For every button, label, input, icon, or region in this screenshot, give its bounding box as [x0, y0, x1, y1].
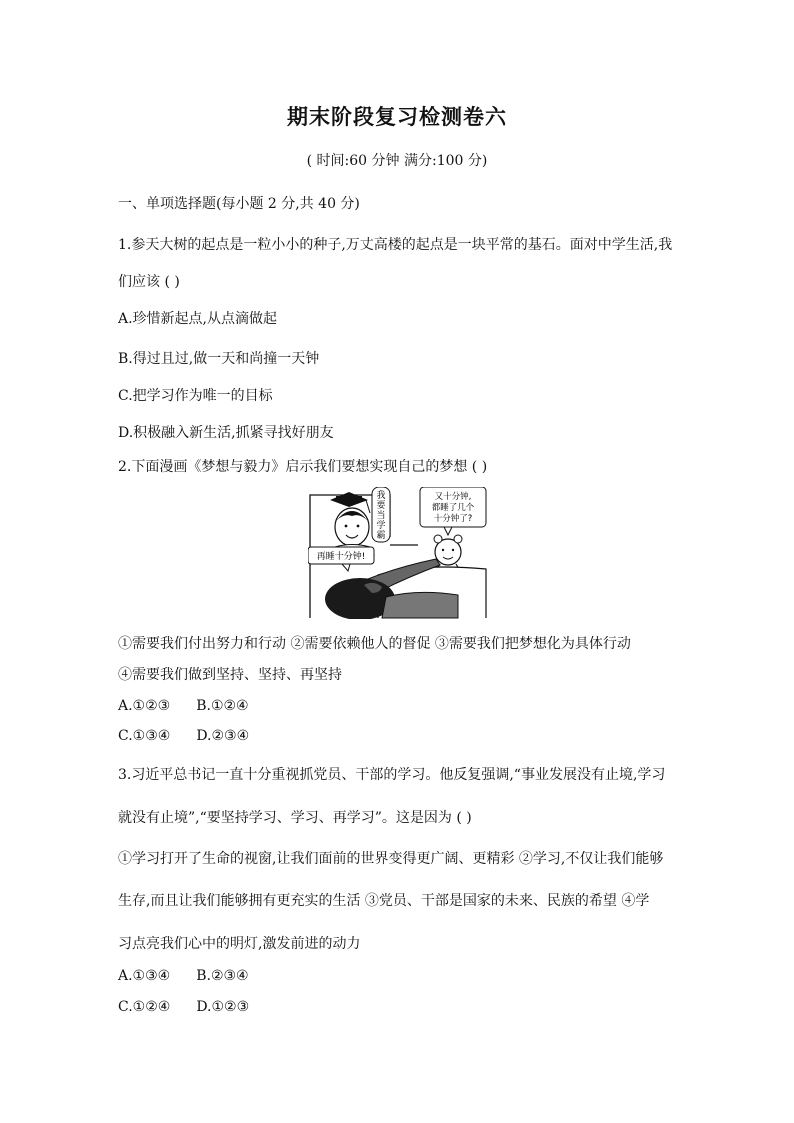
- q3-option-d: D.①②③: [196, 999, 250, 1015]
- q3-statements-line2: 生存,而且让我们能够拥有更充实的生活 ③党员、干部是国家的未来、民族的希望 ④学: [118, 893, 650, 909]
- q3-option-b: B.②③④: [196, 968, 249, 984]
- clock-bubble-line: 又十分钟,: [434, 492, 472, 502]
- q2-statements-line2: ④需要我们做到坚持、坚持、再坚持: [118, 667, 342, 683]
- q2-option-a: A.①②③: [118, 698, 171, 714]
- q1-option-c: C.把学习作为唯一的目标: [118, 388, 273, 404]
- section-heading: 一、单项选择题(每小题 2 分,共 40 分): [118, 196, 360, 212]
- q3-statements-line1: ①学习打开了生命的视窗,让我们面前的世界变得更广阔、更精彩 ②学习,不仅让我们能够: [118, 851, 664, 867]
- dream-speech-bubble: [372, 487, 390, 542]
- q2-options-row2: [118, 728, 249, 744]
- page-subtitle: ( 时间:60 分钟 满分:100 分): [306, 153, 488, 169]
- q1-stem-line2: 们应该 ( ): [118, 274, 180, 290]
- q3-statements-line3: 习点亮我们心中的明灯,激发前进的动力: [118, 936, 361, 952]
- q2-option-c: C.①③④: [118, 728, 171, 744]
- comic-dream-and-perseverance: [308, 487, 488, 619]
- dream-bubble-char: 我: [376, 491, 386, 501]
- sleep-bubble-text: 再睡十分钟!: [316, 552, 366, 562]
- q2-statements-line1: ①需要我们付出努力和行动 ②需要依赖他人的督促 ③需要我们把梦想化为具体行动: [118, 636, 631, 652]
- student-character: [330, 492, 374, 555]
- q2-options-row1: [118, 698, 249, 714]
- dream-bubble-char: 霸: [376, 531, 386, 541]
- q1-stem-line1: 1.参天大树的起点是一粒小小的种子,万丈高楼的起点是一块平常的基石。面对中学生活,我: [118, 237, 673, 253]
- q3-stem-line2: 就没有止境”,“要坚持学习、学习、再学习”。这是因为 ( ): [118, 810, 472, 826]
- sleep-speech-bubble: [308, 547, 374, 571]
- q3-stem-line1: 3.习近平总书记一直十分重视抓党员、干部的学习。他反复强调,“事业发展没有止境,学习: [118, 767, 666, 783]
- q2-stem: 2.下面漫画《梦想与毅力》启示我们要想实现自己的梦想 ( ): [118, 459, 488, 475]
- clock-speech-bubble: [420, 487, 486, 535]
- q2-option-b: B.①②④: [196, 698, 249, 714]
- q1-option-a: A.珍惜新起点,从点滴做起: [118, 311, 278, 327]
- page-title: 期末阶段复习检测卷六: [287, 104, 507, 129]
- q3-option-a: A.①③④: [118, 968, 171, 984]
- q1-option-b: B.得过且过,做一天和尚撞一天钟: [118, 351, 320, 367]
- dream-bubble-char: 当: [376, 511, 386, 521]
- dream-bubble-char: 学: [376, 521, 386, 531]
- dream-bubble-char: 要: [376, 501, 386, 511]
- q3-options-row2: [118, 999, 249, 1015]
- clock-bubble-line: 十分钟了?: [433, 514, 473, 524]
- q3-option-c: C.①②④: [118, 999, 171, 1015]
- q1-option-d: D.积极融入新生活,抓紧寻找好朋友: [118, 425, 334, 441]
- q2-option-d: D.②③④: [196, 728, 250, 744]
- clock-bubble-line: 都睡了几个: [431, 503, 475, 513]
- q3-options-row1: [118, 968, 249, 984]
